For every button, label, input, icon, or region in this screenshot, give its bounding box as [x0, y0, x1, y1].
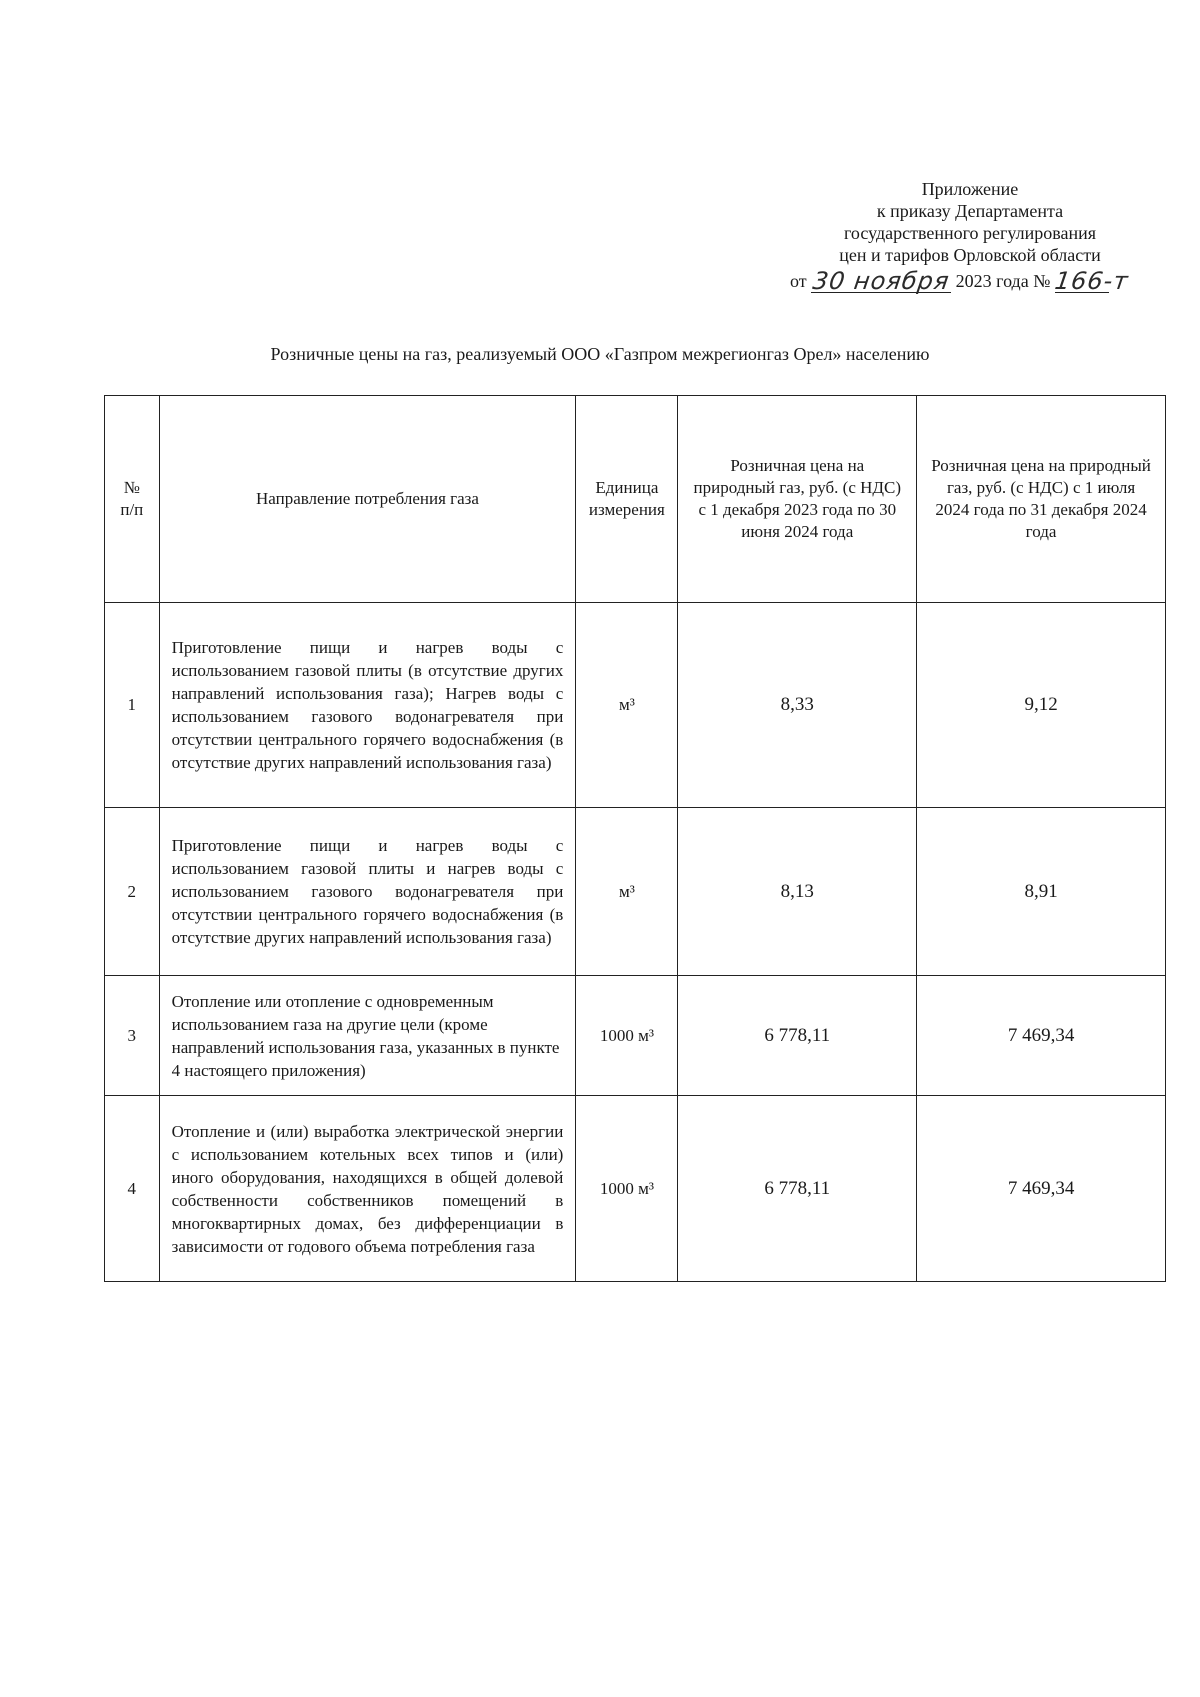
- order-reference: [790, 267, 1190, 295]
- handwritten-number: 166-т: [1052, 267, 1131, 295]
- row-price-2: 7 469,34: [917, 1096, 1166, 1282]
- header-num: № п/п: [105, 396, 160, 603]
- order-number-field: [1052, 267, 1131, 295]
- handwritten-date: 30 ноября: [810, 267, 952, 295]
- table-row: [105, 1096, 1166, 1282]
- row-unit: м³: [576, 808, 678, 976]
- table-row: [105, 976, 1166, 1096]
- table-row: [105, 603, 1166, 808]
- row-unit: 1000 м³: [576, 976, 678, 1096]
- row-price-1: 6 778,11: [678, 976, 917, 1096]
- row-num: 2: [105, 808, 160, 976]
- annex-line: Приложение: [921, 179, 1019, 199]
- row-price-1: 6 778,11: [678, 1096, 917, 1282]
- row-num: 4: [105, 1096, 160, 1282]
- header-price-period-1: Розничная цена на природный газ, руб. (с НДС) с 1 декабря 2023 года по 30 июня 2024 года: [678, 396, 917, 603]
- row-direction: Приготовление пищи и нагрев воды с использованием газовой плиты и нагрев воды с использованием газового водонагревателя при отсутствии центрального горячего водоснабжения (в отсутствие других направлений использования газа): [159, 808, 576, 976]
- row-num: 3: [105, 976, 160, 1096]
- order-date-field: [810, 267, 952, 295]
- row-unit: 1000 м³: [576, 1096, 678, 1282]
- table-row: [105, 808, 1166, 976]
- row-price-2: 9,12: [917, 603, 1166, 808]
- header-unit: Единица измерения: [576, 396, 678, 603]
- row-price-1: 8,13: [678, 808, 917, 976]
- tariff-table: [104, 395, 1166, 1282]
- row-price-2: 7 469,34: [917, 976, 1166, 1096]
- header-price-period-2: Розничная цена на природный газ, руб. (с НДС) с 1 июля 2024 года по 31 декабря 2024 года: [917, 396, 1166, 603]
- row-unit: м³: [576, 603, 678, 808]
- annex-line: к приказу Департамента: [876, 201, 1064, 221]
- table-header-row: [105, 396, 1166, 603]
- row-direction: Отопление или отопление с одновременным использованием газа на другие цели (кроме направлений использования газа, указанных в пункте 4 настоящего приложения): [159, 976, 576, 1096]
- row-direction: Приготовление пищи и нагрев воды с использованием газовой плиты (в отсутствие других направлений использования газа); Нагрев воды с использованием газового водонагревателя при отсутствии центрального горячего водоснабжения (в отсутствие других направлений использования газа): [159, 603, 576, 808]
- row-price-2: 8,91: [917, 808, 1166, 976]
- row-direction: Отопление и (или) выработка электрической энергии с использованием котельных всех типов и (или) иного оборудования, находящихся в общей долевой собственности собственников помещений в многоквартирных домах, без дифференциации в зависимости от годового объема потребления газа: [159, 1096, 576, 1282]
- order-prefix: от: [790, 271, 807, 291]
- annex-line: государственного регулирования: [843, 223, 1097, 243]
- header-direction: Направление потребления газа: [159, 396, 576, 603]
- annex-header: [760, 178, 1180, 266]
- document-title: Розничные цены на газ, реализуемый ООО «Газпром межрегионгаз Орел» населению: [270, 344, 930, 364]
- order-year: 2023 года №: [955, 271, 1051, 291]
- annex-line: цен и тарифов Орловской области: [839, 245, 1101, 265]
- row-price-1: 8,33: [678, 603, 917, 808]
- row-num: 1: [105, 603, 160, 808]
